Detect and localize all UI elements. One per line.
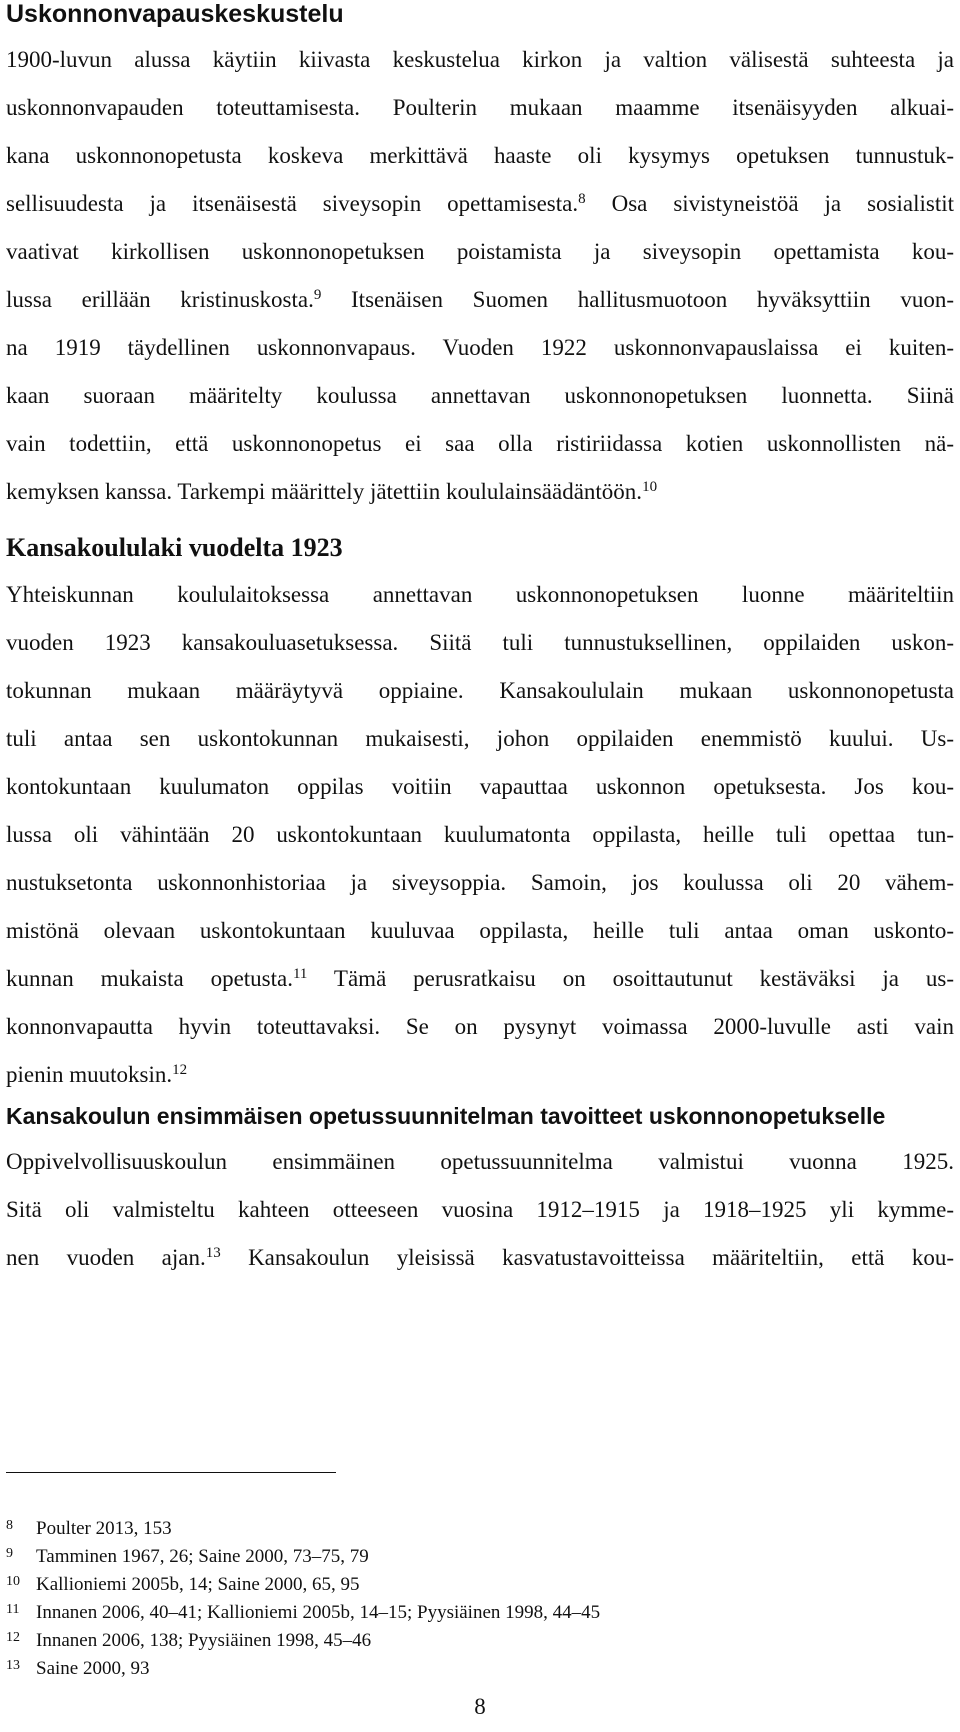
text-line: mistönä olevaan uskontokuntaan kuuluvaa oppilasta, heille tuli antaa oman uskonto- — [6, 918, 954, 943]
footnote-text: Poulter 2013, 153 — [36, 1518, 172, 1539]
page-number: 8 — [474, 1694, 486, 1719]
text-line: kunnan mukaista opetusta.$^{11}$ Tämä perusratkaisu on osoittautunut kestäväksi ja us- — [6, 966, 954, 991]
footnote-ref: 12 — [172, 1062, 188, 1078]
text-line: sellisuudesta ja itsenäisestä siveysopin opettamisesta.$^8$ Osa sivistyneistöä ja sosialistit — [6, 191, 954, 216]
footnote-text: Innanen 2006, 40–41; Kallioniemi 2005b, 14–15; Pyysiäinen 1998, 44–45 — [36, 1602, 601, 1623]
text-line: tokunnan mukaan määräytyvä oppiaine. Kansakoululain mukaan uskonnonopetusta — [6, 678, 954, 703]
text-line: lussa oli vähintään 20 uskontokuntaan kuulumatonta oppilasta, heille tuli opettaa tun- — [6, 822, 954, 847]
section-body — [6, 571, 954, 1099]
footnote-ref: 11 — [292, 966, 308, 982]
text-line: kemyksen kanssa. Tarkempi määrittely jätettiin koululainsäädäntöön.$^{10}$ — [6, 479, 658, 504]
footnote-divider — [6, 1472, 336, 1473]
footnote-text: Innanen 2006, 138; Pyysiäinen 1998, 45–46 — [36, 1630, 372, 1651]
text-line: na 1919 täydellinen uskonnonvapaus. Vuoden 1922 uskonnonvapauslaissa ei kuiten- — [6, 335, 954, 360]
section-body — [6, 36, 954, 516]
footnote-ref: 8 — [578, 191, 586, 207]
footnote-ref: 9 — [313, 287, 322, 303]
footnote — [6, 1512, 906, 1540]
section-body — [6, 1138, 954, 1282]
footnote — [6, 1540, 906, 1568]
text-line: pienin muutoksin.$^{12}$ — [6, 1062, 188, 1087]
text-line: Yhteiskunnan koululaitoksessa annettavan uskonnonopetuksen luonne määriteltiin — [6, 582, 954, 607]
section-heading: Kansakoululaki vuodelta 1923 — [6, 533, 343, 562]
text-line: kontokuntaan kuulumaton oppilas voitiin vapauttaa uskonnon opetuksesta. Jos kou- — [6, 774, 954, 799]
footnote — [6, 1568, 906, 1596]
text-line: 1900-luvun alussa käytiin kiivasta keskustelua kirkon ja valtion välisestä suhteesta ja — [6, 47, 954, 72]
footnote-ref: 10 — [642, 479, 658, 495]
footnote-text: Kallioniemi 2005b, 14; Saine 2000, 65, 95 — [36, 1574, 360, 1595]
section-heading: Uskonnonvapauskeskustelu — [6, 0, 344, 28]
footnote-text: Saine 2000, 93 — [36, 1658, 150, 1679]
footnote-number: 11 — [6, 1602, 20, 1617]
footnote — [6, 1624, 906, 1652]
section-heading: Kansakoulun ensimmäisen opetussuunnitelman tavoitteet uskonnonopetukselle — [6, 1103, 886, 1129]
section-curriculum-goals — [6, 1102, 954, 1282]
footnote-number: 8 — [6, 1518, 13, 1533]
text-line: konnonvapautta hyvin toteuttavaksi. Se on pysynyt voimassa 2000-luvulle asti vain — [6, 1014, 954, 1039]
footnote-number: 13 — [6, 1658, 20, 1673]
text-line: Sitä oli valmisteltu kahteen otteeseen vuosina 1912–1915 ja 1918–1925 yli kymme- — [6, 1197, 954, 1222]
footnotes — [6, 1512, 906, 1680]
text-line: lussa erillään kristinuskosta.$^9$ Itsenäisen Suomen hallitusmuotoon hyväksyttiin vuon- — [6, 287, 954, 312]
text-line: nustuksetonta uskonnonhistoriaa ja siveysoppia. Samoin, jos koulussa oli 20 vähem- — [6, 870, 954, 895]
text-line: Oppivelvollisuuskoulun ensimmäinen opetussuunnitelma valmistui vuonna 1925. — [6, 1149, 954, 1174]
text-line: kaan suoraan määritelty koulussa annettavan uskonnonopetuksen luonnetta. Siinä — [6, 383, 954, 408]
section-religious-freedom — [6, 0, 954, 516]
footnote — [6, 1596, 906, 1624]
footnote-text: Tamminen 1967, 26; Saine 2000, 73–75, 79 — [36, 1546, 369, 1567]
text-line: tuli antaa sen uskontokunnan mukaisesti, johon oppilaiden enemmistö kuului. Us- — [6, 726, 954, 751]
section-primary-school-act — [6, 533, 954, 1099]
footnote-number: 10 — [6, 1574, 20, 1589]
footnote-number: 9 — [6, 1546, 13, 1561]
text-line: uskonnonvapauden toteuttamisesta. Poulterin mukaan maamme itsenäisyyden alkuai- — [6, 95, 954, 120]
footnote-number: 12 — [6, 1630, 20, 1645]
text-line: kana uskonnonopetusta koskeva merkittävä haaste oli kysymys opetuksen tunnustuk- — [6, 143, 954, 168]
footnote — [6, 1652, 906, 1680]
text-line: vaativat kirkollisen uskonnonopetuksen poistamista ja siveysopin opettamista kou- — [6, 239, 954, 264]
text-line: vain todettiin, että uskonnonopetus ei saa olla ristiriidassa kotien uskonnollisten nä- — [6, 431, 954, 456]
footnote-ref: 13 — [205, 1245, 221, 1261]
text-line: nen vuoden ajan.$^{13}$ Kansakoulun yleisissä kasvatustavoitteissa määriteltiin, että kou- — [6, 1245, 954, 1270]
text-line: vuoden 1923 kansakouluasetuksessa. Siitä tuli tunnustuksellinen, oppilaiden uskon- — [6, 630, 954, 655]
